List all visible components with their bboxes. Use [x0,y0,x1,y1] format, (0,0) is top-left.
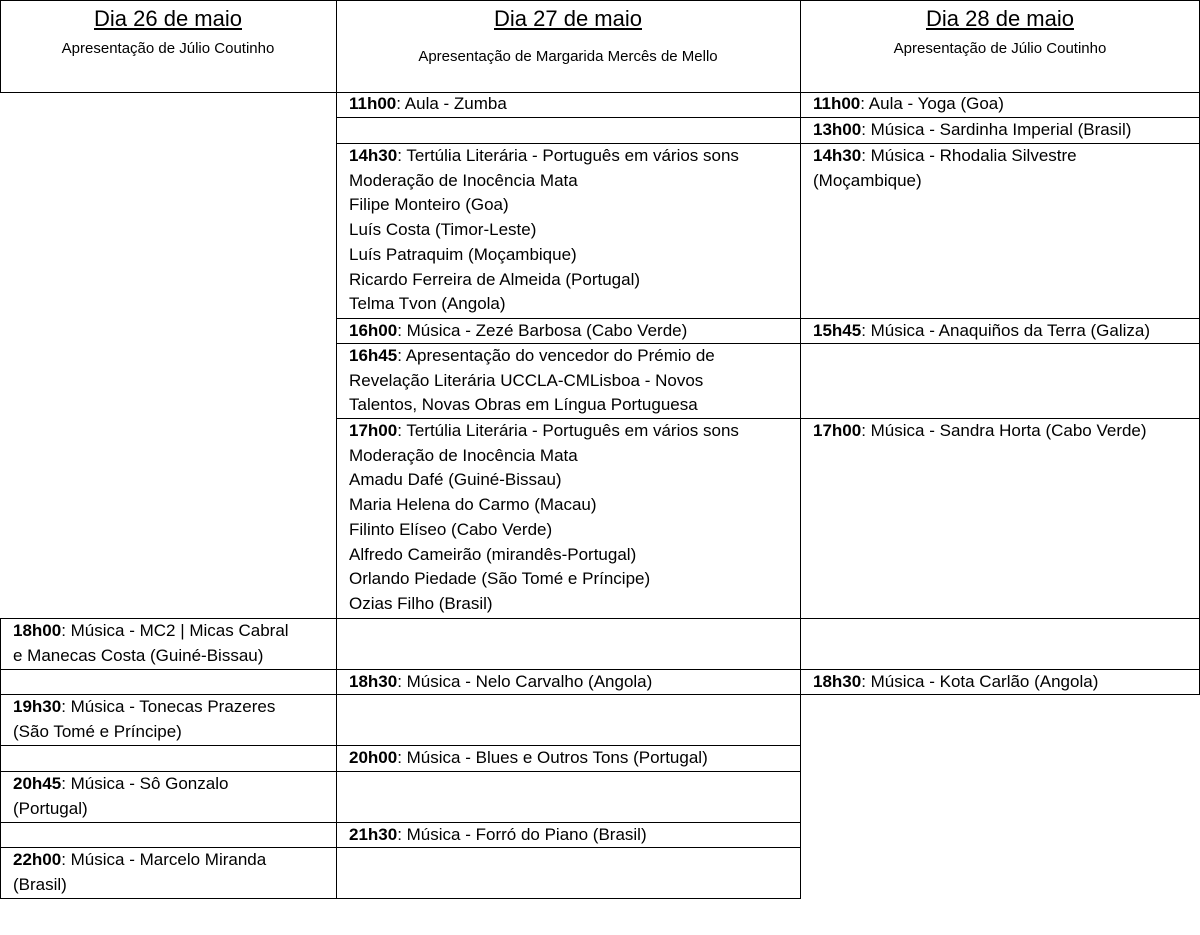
event-entry: 20h45: Música - Sô Gonzalo (Portugal) [13,774,229,818]
day-subtitle: Apresentação de Júlio Coutinho [61,40,275,57]
event-entry: 11h00: Aula - Zumba [349,94,507,113]
event-entry: 14h30: Tertúlia Literária - Português em vários sons Moderação de Inocência Mata Filipe Monteiro (Goa) Luís Costa (Timor-Leste) Luís Patraquim (Moçambique) Ricardo Ferreira de Almeida (Portugal) Telma Tvon (Angola) [349,146,739,314]
event-entry: 16h45: Apresentação do vencedor do Prémio de Revelação Literária UCCLA-CMLisboa - Novos Talentos, Novas Obras em Língua Portuguesa [349,346,715,415]
event-entry: 18h00: Música - MC2 | Micas Cabral e Manecas Costa (Guiné-Bissau) [13,621,289,665]
day-title: Dia 26 de maio [94,6,242,31]
event-entry: 15h45: Música - Anaquiños da Terra (Galiza) [813,321,1151,340]
event-entry: 13h00: Música - Sardinha Imperial (Brasil) [813,120,1132,139]
event-entry: 16h00: Música - Zezé Barbosa (Cabo Verde) [349,321,688,340]
day-title: Dia 28 de maio [926,6,1074,31]
event-entry: 17h00: Música - Sandra Horta (Cabo Verde) [813,421,1147,440]
event-entry: 20h00: Música - Blues e Outros Tons (Portugal) [349,748,708,767]
event-entry: 18h30: Música - Nelo Carvalho (Angola) [349,672,653,691]
event-entry: 19h30: Música - Tonecas Prazeres (São Tomé e Príncipe) [13,697,276,741]
event-entry: 17h00: Tertúlia Literária - Português em vários sons Moderação de Inocência Mata Amadu Dafé (Guiné-Bissau) Maria Helena do Carmo (Macau) Filinto Elíseo (Cabo Verde) Alfredo Cameirão (mirandês-Portugal) Orlando Piedade (São Tomé e Príncipe) Ozias Filho (Brasil) [349,421,739,613]
event-entry: 21h30: Música - Forró do Piano (Brasil) [349,825,647,844]
day-subtitle: Apresentação de Margarida Mercês de Mello [418,48,718,65]
day-subtitle: Apresentação de Júlio Coutinho [893,40,1107,57]
event-entry: 11h00: Aula - Yoga (Goa) [813,94,1004,113]
event-entry: 22h00: Música - Marcelo Miranda (Brasil) [13,850,267,894]
day-title: Dia 27 de maio [494,6,642,31]
event-entry: 18h30: Música - Kota Carlão (Angola) [813,672,1099,691]
event-entry: 14h30: Música - Rhodalia Silvestre (Moçambique) [813,146,1077,190]
